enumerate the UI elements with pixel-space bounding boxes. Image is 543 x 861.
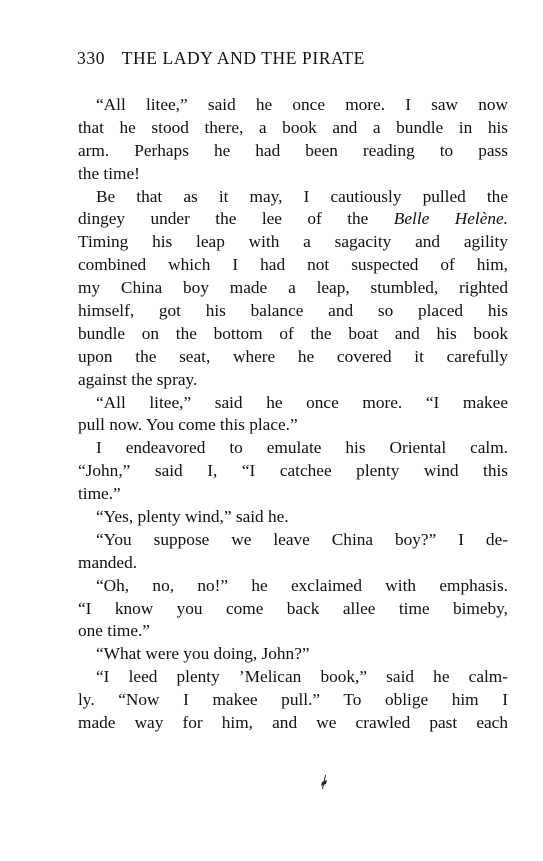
text-line bbox=[78, 666, 508, 689]
text-line bbox=[78, 231, 508, 254]
text-line bbox=[78, 483, 508, 506]
line-text: time.” bbox=[78, 484, 121, 504]
text-line bbox=[78, 163, 508, 186]
line-text: manded. bbox=[78, 552, 138, 572]
text-line bbox=[78, 346, 508, 369]
text-line bbox=[78, 254, 508, 277]
text-line bbox=[78, 643, 508, 666]
text-line bbox=[78, 117, 508, 140]
text-line bbox=[78, 94, 508, 117]
text-line bbox=[78, 437, 508, 460]
line-text: Be that as it may, I cautiously pulled the bbox=[96, 186, 508, 206]
text-line bbox=[78, 392, 508, 415]
body-text bbox=[78, 94, 508, 735]
line-text: arm. Perhaps he had been reading to pass bbox=[78, 140, 508, 160]
text-line bbox=[78, 529, 508, 552]
line-text: “Yes, plenty wind,” said he. bbox=[96, 507, 289, 527]
line-text: the time! bbox=[78, 163, 140, 183]
text-line bbox=[78, 506, 508, 529]
line-text: himself, got his balance and so placed his bbox=[78, 301, 508, 321]
line-text: upon the seat, where he covered it carefully bbox=[78, 346, 508, 366]
line-text: my China boy made a leap, stumbled, righted bbox=[78, 278, 508, 298]
text-line bbox=[78, 460, 508, 483]
line-text: that he stood there, a book and a bundle in his bbox=[78, 117, 508, 137]
running-head bbox=[77, 48, 477, 69]
text-line bbox=[78, 689, 508, 712]
line-text: pull now. You come this place.” bbox=[78, 415, 298, 435]
text-line bbox=[78, 300, 508, 323]
text-line bbox=[78, 620, 508, 643]
text-line bbox=[78, 414, 508, 437]
text-line bbox=[78, 598, 508, 621]
line-text: one time.” bbox=[78, 621, 150, 641]
line-text: against the spray. bbox=[78, 369, 198, 389]
page-number: 330 bbox=[77, 48, 106, 68]
line-text: dingey under the lee of the bbox=[78, 209, 394, 229]
line-text: I endeavored to emulate his Oriental calm. bbox=[96, 438, 508, 458]
line-text: ly. “Now I makee pull.” To oblige him I bbox=[78, 690, 508, 710]
line-text: bundle on the bottom of the boat and his book bbox=[78, 323, 508, 343]
text-line bbox=[78, 552, 508, 575]
text-line bbox=[78, 186, 508, 209]
line-text: made way for him, and we crawled past each bbox=[78, 713, 508, 733]
printer-mark-icon bbox=[318, 774, 330, 790]
running-title: THE LADY AND THE PIRATE bbox=[121, 48, 365, 68]
line-text: “John,” said I, “I catchee plenty wind this bbox=[78, 461, 508, 481]
line-text: “I leed plenty ’Melican book,” said he calm- bbox=[96, 667, 508, 687]
line-text: “All litee,” said he once more. “I makee bbox=[96, 392, 508, 412]
text-line bbox=[78, 369, 508, 392]
line-text: “What were you doing, John?” bbox=[96, 644, 310, 664]
line-text: “All litee,” said he once more. I saw now bbox=[96, 95, 508, 114]
text-line bbox=[78, 323, 508, 346]
text-line bbox=[78, 277, 508, 300]
text-line bbox=[78, 575, 508, 598]
text-line bbox=[78, 712, 508, 735]
line-text: Timing his leap with a sagacity and agility bbox=[78, 232, 508, 252]
line-text: combined which I had not suspected of him, bbox=[78, 255, 508, 275]
line-text: “I know you come back allee time bimeby, bbox=[78, 598, 508, 618]
text-line bbox=[78, 208, 508, 231]
line-text: “Oh, no, no!” he exclaimed with emphasis. bbox=[96, 575, 508, 595]
text-line bbox=[78, 140, 508, 163]
ship-name: Belle Helène. bbox=[393, 209, 508, 229]
line-text: “You suppose we leave China boy?” I de- bbox=[96, 529, 508, 549]
